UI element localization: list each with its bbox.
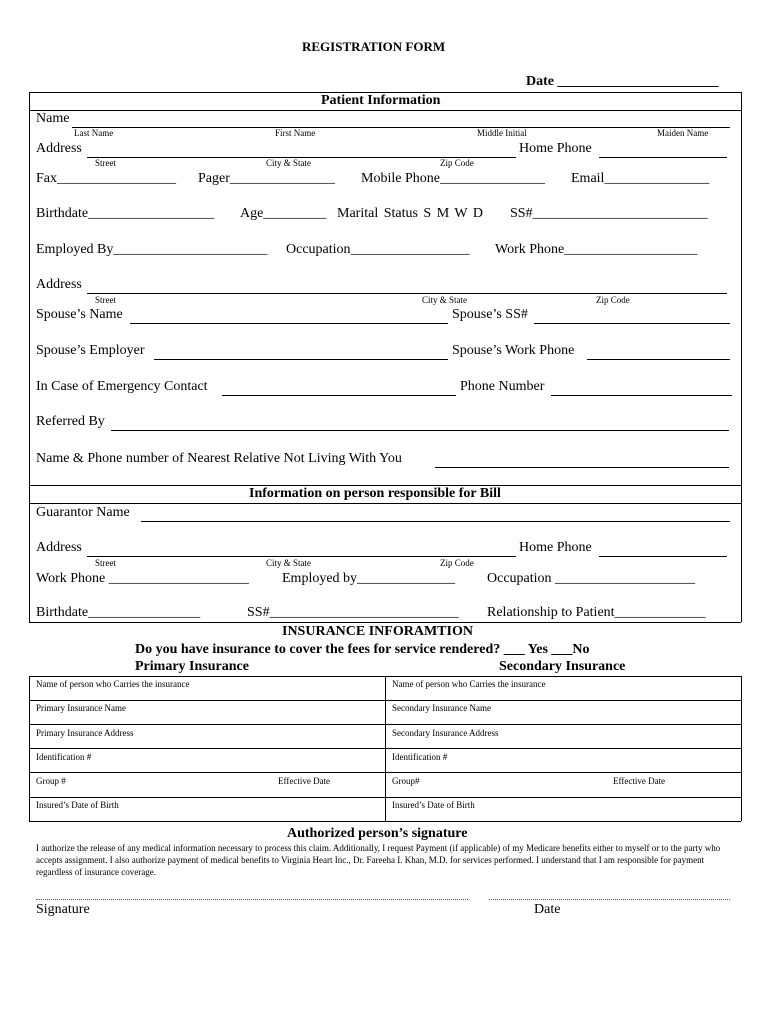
home-phone-field[interactable] [599,157,727,158]
signature-line[interactable] [36,899,468,900]
last-name-caption: Last Name [74,128,114,138]
emergency-phone-label: Phone Number [460,379,545,394]
authorization-heading: Authorized person’s signature [287,826,468,841]
age-field[interactable]: Age_________ [240,206,327,221]
guarantor-occupation-field[interactable]: Occupation ____________________ [487,571,696,586]
maiden-name-caption: Maiden Name [657,128,709,138]
guarantor-home-phone-label: Home Phone [519,540,592,555]
referred-by-field[interactable] [111,430,729,431]
fax-field[interactable]: Fax_________________ [36,171,176,186]
nearest-relative-label: Name & Phone number of Nearest Relative Not Living With You [36,451,402,466]
guarantor-address-field[interactable] [87,556,516,557]
spouse-name-label: Spouse’s Name [36,307,123,322]
form-date-field[interactable]: Date _______________________ [526,74,719,89]
primary-group-cell[interactable]: Group # [36,776,66,786]
guarantor-heading: Information on person responsible for Bill [249,486,501,501]
spouse-ss-label: Spouse’s SS# [452,307,528,322]
box-left-border [29,92,30,622]
home-phone-label: Home Phone [519,141,592,156]
referred-by-label: Referred By [36,414,105,429]
box-right-border [741,92,742,622]
email-field[interactable]: Email_______________ [571,171,710,186]
secondary-group-cell[interactable]: Group# [392,776,420,786]
address-2-label: Address [36,277,82,292]
birthdate-field[interactable]: Birthdate__________________ [36,206,215,221]
street-2-caption: Street [95,295,116,305]
guarantor-birthdate-field[interactable]: Birthdate________________ [36,605,201,620]
address-2-field[interactable] [87,293,727,294]
name-label: Name [36,111,70,126]
primary-insurance-address-cell[interactable]: Primary Insurance Address [36,728,134,738]
work-phone-field[interactable]: Work Phone___________________ [495,242,698,257]
guarantor-zip-caption: Zip Code [440,558,474,568]
pager-field[interactable]: Pager_______________ [198,171,335,186]
emergency-contact-label: In Case of Emergency Contact [36,379,208,394]
primary-insurance-heading: Primary Insurance [135,659,249,674]
insurance-question[interactable]: Do you have insurance to cover the fees for service rendered? ___ Yes ___No [135,642,590,657]
emergency-phone-field[interactable] [551,395,732,396]
guarantor-work-phone-field[interactable]: Work Phone ____________________ [36,571,249,586]
secondary-insurance-address-cell[interactable]: Secondary Insurance Address [392,728,499,738]
zip-code-2-caption: Zip Code [596,295,630,305]
nearest-relative-field[interactable] [435,467,729,468]
ss-field[interactable]: SS#_________________________ [510,206,708,221]
guarantor-address-label: Address [36,540,82,555]
secondary-insured-dob-cell[interactable]: Insured’s Date of Birth [392,800,475,810]
signature-date-label: Date [534,902,561,917]
primary-insurance-name-cell[interactable]: Primary Insurance Name [36,703,126,713]
insurance-heading: INSURANCE INFORAMTION [282,624,473,639]
guarantor-street-caption: Street [95,558,116,568]
primary-carrier-name-cell[interactable]: Name of person who Carries the insurance [36,679,190,689]
guarantor-heading-bottom [29,503,741,504]
form-title: REGISTRATION FORM [302,39,446,54]
authorization-text: I authorize the release of any medical information necessary to process this claim. Additionally, I request Payment (if applicable) of my Medicare benefits either to myself or to the party who accepts assignment. I also authorize payment of medical benefits to Virginia Heart Inc., Dr. Fareeha I. Khan, M.D. for services performed. I understand that I am responsible for payment regardless of insurance coverage. [36,843,721,877]
primary-effective-date-cell[interactable]: Effective Date [278,776,331,786]
marital-status-field[interactable]: Marital Status S M W D [337,206,483,221]
signature-label: Signature [36,902,90,917]
spouse-ss-field[interactable] [534,323,730,324]
employed-by-field[interactable]: Employed By______________________ [36,242,268,257]
secondary-insurance-name-cell[interactable]: Secondary Insurance Name [392,703,491,713]
city-state-caption: City & State [266,158,311,168]
table-line [741,676,742,821]
patient-heading-bottom [29,110,741,111]
spouse-employer-field[interactable] [154,359,448,360]
first-name-caption: First Name [275,128,316,138]
table-line [29,676,30,821]
zip-code-caption: Zip Code [440,158,474,168]
spouse-name-field[interactable] [130,323,448,324]
guarantor-home-phone-field[interactable] [599,556,727,557]
guarantor-city-state-caption: City & State [266,558,311,568]
primary-insured-dob-cell[interactable]: Insured’s Date of Birth [36,800,119,810]
primary-identification-cell[interactable]: Identification # [36,752,92,762]
spouse-employer-label: Spouse’s Employer [36,343,145,358]
secondary-identification-cell[interactable]: Identification # [392,752,448,762]
guarantor-name-field[interactable] [141,521,730,522]
guarantor-employed-by-field[interactable]: Employed by______________ [282,571,456,586]
secondary-insurance-heading: Secondary Insurance [499,659,626,674]
table-line [385,676,386,821]
spouse-work-phone-label: Spouse’s Work Phone [452,343,575,358]
table-line [29,821,741,822]
spouse-work-phone-field[interactable] [587,359,730,360]
relationship-to-patient-field[interactable]: Relationship to Patient_____________ [487,605,706,620]
mobile-phone-field[interactable]: Mobile Phone_______________ [361,171,545,186]
secondary-effective-date-cell[interactable]: Effective Date [613,776,666,786]
patient-heading: Patient Information [321,93,441,108]
guarantor-ss-field[interactable]: SS#___________________________ [247,605,459,620]
street-caption: Street [95,158,116,168]
city-state-2-caption: City & State [422,295,467,305]
middle-initial-caption: Middle Initial [477,128,527,138]
occupation-field[interactable]: Occupation_________________ [286,242,470,257]
emergency-contact-field[interactable] [222,395,456,396]
guarantor-name-label: Guarantor Name [36,505,130,520]
secondary-carrier-name-cell[interactable]: Name of person who Carries the insurance [392,679,546,689]
address-label: Address [36,141,82,156]
name-field[interactable] [72,127,730,128]
guarantor-box-bottom [29,622,741,623]
signature-date-line[interactable] [489,899,730,900]
